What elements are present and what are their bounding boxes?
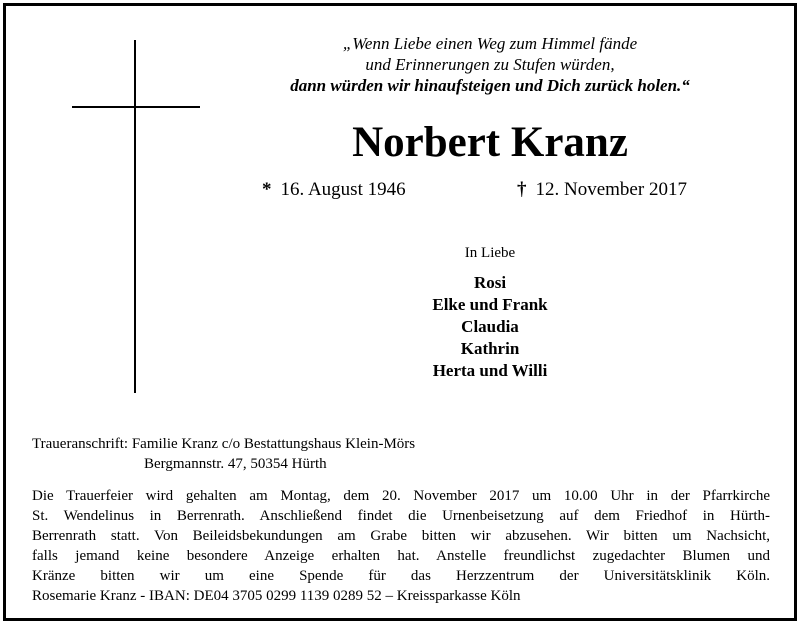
in-love-label: In Liebe <box>464 245 516 261</box>
birth-date-text: 16. August 1946 <box>280 179 406 200</box>
mourner-name: Herta und Willi <box>432 361 548 380</box>
address-line: Traueranschrift: Familie Kranz c/o Bestattungshaus Klein-Mörs <box>32 436 416 452</box>
death-symbol: † <box>517 179 527 200</box>
cross-icon <box>134 40 136 393</box>
notice-line: St. Wendelinus in Berrenrath. Anschließend findet die Urnenbeisetzung auf dem Friedhof in Hürth- <box>32 508 770 524</box>
address-line: Bergmannstr. 47, 50354 Hürth <box>144 456 327 472</box>
death-date <box>517 177 687 203</box>
death-date-text: 12. November 2017 <box>535 179 687 200</box>
mourner-name: Rosi <box>473 273 507 292</box>
mourner-name: Elke und Frank <box>432 295 548 314</box>
birth-date <box>262 177 406 203</box>
quote-line: „Wenn Liebe einen Weg zum Himmel fände <box>342 34 638 53</box>
mourning-address <box>32 434 415 474</box>
mourners-list <box>380 272 600 382</box>
notice-line: Berrenrath statt. Von Beileidsbekundungen am Grabe bitten wir abzusehen. Wir bitten um Nachsicht, <box>32 528 770 544</box>
deceased-name: Norbert Kranz <box>352 119 628 166</box>
quote-line: und Erinnerungen zu Stufen würden, <box>365 55 615 74</box>
mourner-name: Claudia <box>461 317 519 336</box>
cross-icon-bar <box>72 106 200 108</box>
funeral-notice-text <box>32 486 770 606</box>
notice-line: falls jemand keine besondere Anzeige erhalten hat. Anstelle freundlichst zugedachter Blumen und <box>32 548 770 564</box>
mourner-name: Kathrin <box>460 339 520 358</box>
memorial-quote <box>240 33 740 96</box>
quote-line: dann würden wir hinaufsteigen und Dich zurück holen.“ <box>290 76 690 95</box>
notice-line: Rosemarie Kranz - IBAN: DE04 3705 0299 1139 0289 52 – Kreissparkasse Köln <box>32 588 521 604</box>
notice-line: Kränze bitten wir um eine Spende für das Herzzentrum der Universitätsklinik Köln. <box>32 568 770 584</box>
notice-line: Die Trauerfeier wird gehalten am Montag, dem 20. November 2017 um 10.00 Uhr in der Pfarrkirche <box>32 488 770 504</box>
birth-symbol: * <box>262 179 272 200</box>
